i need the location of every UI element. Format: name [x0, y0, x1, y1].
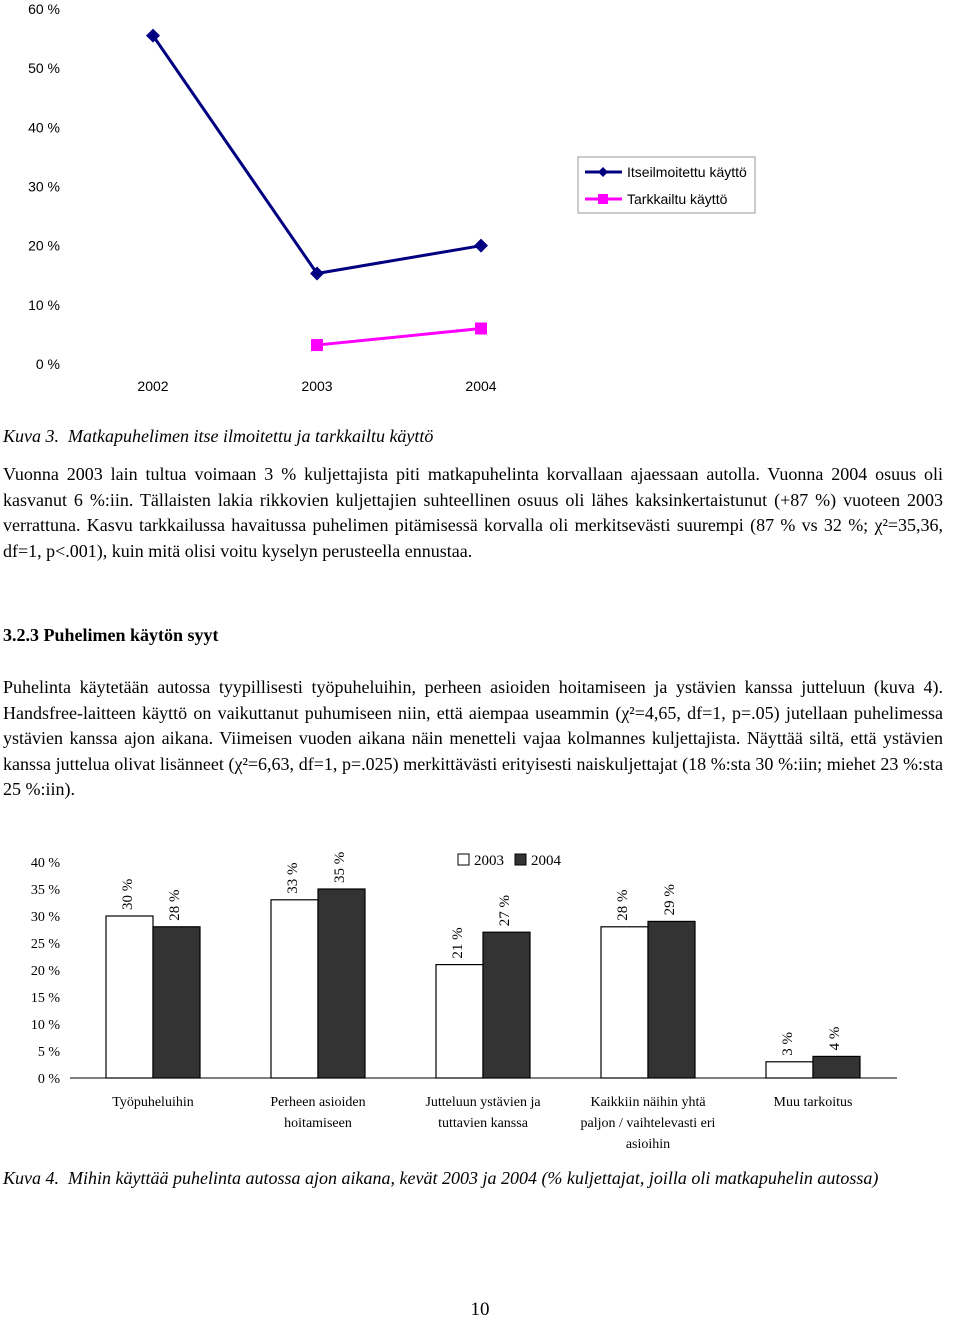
figure-3-label: Kuva 3. — [3, 426, 59, 446]
y-tick-label: 60 % — [28, 1, 60, 17]
legend-label-2003: 2003 — [474, 853, 504, 869]
legend-label: Itseilmoitettu käyttö — [627, 164, 747, 180]
bar-data-label: 28 % — [614, 889, 631, 921]
x-category-label-line: Perheen asioiden — [270, 1095, 366, 1110]
data-point-square — [475, 323, 487, 335]
x-category-label-line: Muu tarkoitus — [773, 1095, 853, 1110]
figure-3-caption — [3, 424, 943, 448]
bar-2004 — [648, 921, 695, 1078]
legend-label-2004: 2004 — [531, 853, 561, 869]
x-tick-label: 2002 — [137, 378, 169, 394]
bar-data-label: 30 % — [119, 878, 136, 910]
x-tick-label: 2004 — [465, 378, 497, 394]
bar-data-label: 21 % — [449, 927, 466, 959]
x-category-label — [270, 1095, 365, 1131]
y-tick-label: 30 % — [30, 910, 60, 925]
x-category-label-line: tuttavien kanssa — [438, 1116, 528, 1131]
y-tick-label: 25 % — [30, 937, 60, 952]
bar-data-label: 27 % — [496, 894, 513, 927]
x-category-label-line: Työpuheluihin — [112, 1095, 194, 1110]
legend-marker-square — [598, 194, 608, 204]
bar-2004 — [483, 932, 530, 1078]
y-tick-label: 15 % — [30, 991, 60, 1006]
section-heading: 3.2.3 Puhelimen käytön syyt — [3, 625, 219, 645]
y-tick-label: 30 % — [28, 178, 60, 195]
y-tick-label: 5 % — [37, 1045, 60, 1060]
x-category-label — [581, 1095, 716, 1152]
y-tick-label: 50 % — [28, 60, 60, 77]
data-point-square — [311, 339, 323, 351]
y-tick-label: 10 % — [28, 296, 60, 313]
x-tick-label: 2003 — [301, 378, 333, 394]
paragraph-observed-use: Vuonna 2003 lain tultua voimaan 3 % kuljettajista piti matkapuhelinta korvallaan ajaessaan autolla. Vuonna 2004 osuus oli kasvanut 6 %:iin. Tällaisten lakia rikkovien kuljettajien suhteellinen osuus oli lähes kaksinkertaistunut (+87 %) vuoteen 2003 verrattuna. Kasvu tarkkailussa havaitussa puhelimen pitämisessä korvalla oli merkitsevästi suurempi (87 % vs 32 %; χ²=35,36, df=1, p<.001), kuin mitä olisi voitu kyselyn perusteella ennustaa. — [3, 464, 943, 561]
x-category-label — [425, 1095, 541, 1131]
y-tick-label: 10 % — [30, 1018, 60, 1033]
series-line-1 — [153, 36, 481, 274]
legend-swatch-2004 — [515, 854, 526, 865]
bar-data-label: 28 % — [166, 889, 183, 921]
x-category-label-line: asioihin — [625, 1137, 671, 1152]
bar-data-label: 33 % — [284, 862, 301, 894]
bar-data-label: 35 % — [331, 851, 348, 883]
x-category-label — [774, 1095, 853, 1110]
bar-data-label: 29 % — [661, 884, 678, 916]
bar-2004 — [153, 927, 200, 1078]
paragraph-reasons: Puhelinta käytetään autossa tyypillisesti työpuheluihin, perheen asioiden hoitamiseen ja ystävien kanssa jutteluun (kuva 4). Handsfree-laitteen käyttö on vaikuttanut puhumiseen niin, että aiempaa useammin (χ²=4,65, df=1, p=.05) jutellaan puhelimessa ystävien kanssa ajon aikana. Viimeisen vuoden aikana näin menetteli vajaa kolmannes kuljettajista. Näyttää siltä, että ystävien kanssa juttelua olivat lisänneet (χ²=6,63, df=1, p=.025) merkittävästi erityisesti naiskuljettajat (18 %:sta 30 %:iin; miehet 23 %:sta 25 %:iin). — [3, 677, 943, 799]
bar-2004 — [813, 1056, 860, 1078]
bar-data-label: 4 % — [826, 1026, 843, 1051]
page-number: 10 — [470, 1299, 490, 1320]
series-line-2 — [317, 329, 481, 346]
x-category-label-line: paljon / vaihtelevasti eri — [580, 1116, 716, 1131]
data-point-diamond — [474, 239, 488, 253]
y-tick-label: 40 % — [30, 856, 60, 871]
figure-3-text: Matkapuhelimen itse ilmoitettu ja tarkkailtu käyttö — [68, 426, 434, 446]
y-tick-label: 0 % — [35, 356, 60, 372]
bar-2003 — [436, 965, 483, 1078]
y-tick-label: 35 % — [30, 883, 60, 898]
bar-2003 — [106, 916, 153, 1078]
legend-label: Tarkkailtu käyttö — [627, 191, 728, 207]
y-tick-label: 20 % — [30, 964, 60, 979]
y-tick-label: 20 % — [28, 237, 60, 254]
bar-2003 — [766, 1062, 813, 1078]
figure-4-caption — [3, 1166, 958, 1190]
y-tick-label: 0 % — [37, 1072, 60, 1087]
y-tick-label: 40 % — [28, 119, 60, 136]
legend-swatch-2003 — [458, 854, 469, 865]
bar-data-label: 3 % — [779, 1032, 796, 1056]
bar-2003 — [601, 927, 648, 1078]
figure-4-label: Kuva 4. — [3, 1168, 59, 1188]
bar-chart-figure-4 — [0, 840, 960, 1160]
x-category-label-line: hoitamiseen — [284, 1116, 352, 1131]
x-category-label-line: Jutteluun ystävien ja — [425, 1095, 541, 1110]
bar-2003 — [271, 900, 318, 1078]
figure-4-text: Mihin käyttää puhelinta autossa ajon aikana, kevät 2003 ja 2004 (% kuljettajat, joilla oli matkapuhelin autossa) — [68, 1168, 879, 1188]
x-category-label — [112, 1095, 193, 1110]
bar-2004 — [318, 889, 365, 1078]
line-chart-figure-3 — [0, 0, 960, 405]
x-category-label-line: Kaikkiin näihin yhtä — [590, 1095, 706, 1110]
